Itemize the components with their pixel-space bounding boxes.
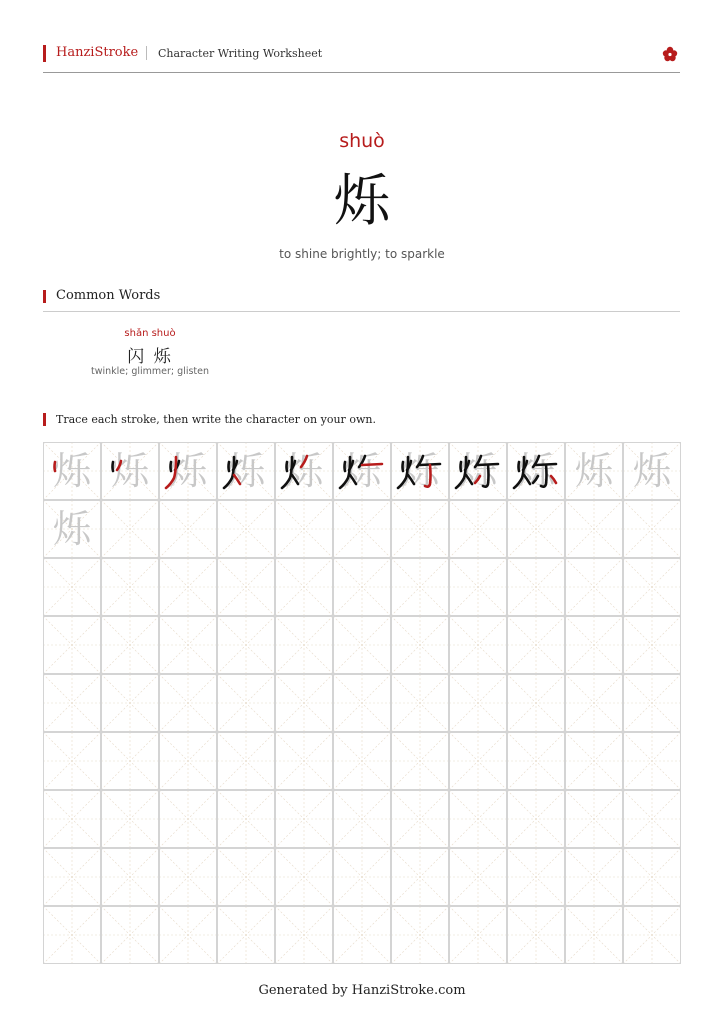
grid-guide-lines — [275, 732, 333, 790]
grid-cell[interactable] — [507, 674, 565, 732]
grid-guide-lines — [101, 616, 159, 674]
stroke-7 — [483, 465, 489, 487]
grid-cell[interactable] — [333, 732, 391, 790]
grid-cell[interactable] — [507, 558, 565, 616]
grid-guide-lines — [101, 674, 159, 732]
grid-cell[interactable] — [101, 558, 159, 616]
grid-cell[interactable] — [159, 558, 217, 616]
stroke-7 — [425, 465, 431, 487]
grid-cell[interactable] — [43, 790, 101, 848]
grid-guide-lines — [275, 558, 333, 616]
grid-cell[interactable] — [391, 848, 449, 906]
common-words-heading — [43, 288, 680, 306]
grid-guide-lines — [101, 500, 159, 558]
grid-cell[interactable] — [275, 732, 333, 790]
grid-cell[interactable] — [43, 442, 101, 500]
grid-cell[interactable] — [565, 500, 623, 558]
grid-cell[interactable] — [623, 732, 681, 790]
grid-guide-lines — [333, 558, 391, 616]
ghost-character: 烁 — [342, 449, 381, 493]
grid-cell[interactable] — [43, 674, 101, 732]
ghost-character: 烁 — [168, 449, 207, 493]
stroke-order-step — [333, 442, 391, 500]
grid-guide-lines — [507, 616, 565, 674]
stroke-8 — [533, 476, 538, 483]
grid-cell[interactable] — [391, 500, 449, 558]
grid-guide-lines — [391, 674, 449, 732]
grid-cell[interactable] — [159, 674, 217, 732]
grid-cell[interactable] — [275, 848, 333, 906]
grid-guide-lines — [507, 732, 565, 790]
grid-guide-lines — [101, 790, 159, 848]
grid-guide-lines — [449, 790, 507, 848]
grid-cell[interactable] — [565, 906, 623, 964]
stroke-4 — [466, 475, 472, 484]
grid-guide-lines — [159, 732, 217, 790]
grid-cell[interactable] — [507, 616, 565, 674]
grid-guide-lines — [507, 790, 565, 848]
grid-guide-lines — [101, 732, 159, 790]
stroke-1 — [345, 462, 346, 471]
footer-credit: Generated by HanziStroke.com — [258, 983, 466, 998]
stroke-order-step — [101, 442, 159, 500]
stroke-1 — [55, 462, 56, 471]
brand-name: HanziStroke — [56, 45, 139, 60]
grid-cell[interactable] — [217, 790, 275, 848]
grid-cell[interactable] — [159, 848, 217, 906]
character-meaning: to shine brightly; to sparkle — [279, 247, 445, 261]
grid-cell[interactable] — [623, 674, 681, 732]
grid-guide-lines — [449, 732, 507, 790]
character-hanzi: 烁 — [334, 169, 390, 234]
grid-cell[interactable] — [507, 442, 565, 500]
grid-guide-lines — [217, 500, 275, 558]
section-accent-bar — [43, 290, 46, 303]
grid-cell[interactable] — [275, 790, 333, 848]
stroke-4 — [408, 475, 414, 484]
grid-cell[interactable] — [101, 500, 159, 558]
grid-guide-lines — [43, 558, 101, 616]
grid-cell[interactable] — [333, 558, 391, 616]
grid-guide-lines — [507, 906, 565, 964]
stroke-order-step — [391, 442, 449, 500]
grid-guide-lines — [275, 848, 333, 906]
grid-guide-lines — [449, 616, 507, 674]
grid-guide-lines — [333, 616, 391, 674]
grid-cell[interactable] — [159, 732, 217, 790]
grid-cell[interactable] — [449, 674, 507, 732]
word-hanzi: 闪 烁 — [127, 347, 173, 367]
grid-cell[interactable] — [333, 674, 391, 732]
stroke-1 — [229, 462, 230, 471]
grid-guide-lines — [391, 500, 449, 558]
grid-guide-lines — [565, 790, 623, 848]
section-label: Common Words — [56, 288, 161, 303]
grid-guide-lines — [159, 848, 217, 906]
grid-cell[interactable] — [101, 906, 159, 964]
grid-cell[interactable] — [333, 500, 391, 558]
stroke-1 — [403, 462, 404, 471]
grid-cell[interactable] — [507, 790, 565, 848]
grid-cell[interactable] — [623, 848, 681, 906]
grid-cell[interactable] — [217, 906, 275, 964]
grid-guide-lines — [43, 906, 101, 964]
grid-cell[interactable] — [43, 616, 101, 674]
stroke-4 — [524, 475, 530, 484]
grid-cell[interactable] — [275, 906, 333, 964]
grid-guide-lines — [217, 558, 275, 616]
grid-guide-lines — [449, 500, 507, 558]
stroke-1 — [461, 462, 462, 471]
grid-cell[interactable] — [565, 558, 623, 616]
common-word-item — [90, 328, 210, 377]
stroke-order-step — [43, 442, 101, 500]
grid-cell[interactable] — [449, 616, 507, 674]
character-pinyin: shuò — [339, 130, 385, 152]
grid-guide-lines — [565, 616, 623, 674]
grid-cell[interactable] — [449, 558, 507, 616]
stroke-4 — [234, 475, 240, 484]
grid-cell[interactable] — [565, 732, 623, 790]
grid-guide-lines — [159, 500, 217, 558]
grid-guide-lines — [623, 500, 681, 558]
ghost-character: 烁 — [400, 449, 439, 493]
stroke-order-step — [217, 442, 275, 500]
grid-cell[interactable] — [217, 442, 275, 500]
grid-cell[interactable] — [101, 616, 159, 674]
ghost-character: 烁 — [632, 449, 671, 493]
stroke-1 — [171, 462, 172, 471]
grid-cell[interactable] — [217, 616, 275, 674]
grid-guide-lines — [275, 616, 333, 674]
grid-cell[interactable] — [333, 790, 391, 848]
stroke-1 — [287, 462, 288, 471]
grid-cell[interactable] — [333, 906, 391, 964]
grid-guide-lines — [391, 558, 449, 616]
grid-guide-lines — [507, 500, 565, 558]
grid-guide-lines — [217, 790, 275, 848]
grid-cell[interactable] — [449, 442, 507, 500]
grid-guide-lines — [565, 906, 623, 964]
grid-guide-lines — [565, 674, 623, 732]
grid-cell[interactable] — [449, 500, 507, 558]
stroke-2 — [117, 461, 121, 470]
word-pinyin: shǎn shuò — [124, 328, 176, 339]
grid-guide-lines — [217, 906, 275, 964]
grid-guide-lines — [623, 674, 681, 732]
grid-guide-lines — [43, 790, 101, 848]
grid-guide-lines — [43, 674, 101, 732]
grid-cell[interactable] — [217, 558, 275, 616]
grid-guide-lines — [623, 732, 681, 790]
grid-guide-lines — [43, 616, 101, 674]
grid-cell[interactable] — [159, 442, 217, 500]
grid-guide-lines — [101, 848, 159, 906]
grid-cell[interactable] — [449, 906, 507, 964]
section-divider — [43, 311, 680, 312]
grid-guide-lines — [623, 906, 681, 964]
grid-cell[interactable] — [333, 616, 391, 674]
stroke-order-step — [275, 442, 333, 500]
grid-cell[interactable] — [391, 732, 449, 790]
grid-cell[interactable] — [449, 790, 507, 848]
document-title: Character Writing Worksheet — [158, 47, 323, 60]
stroke-7 — [541, 465, 547, 487]
instruction-text: Trace each stroke, then write the character on your own. — [56, 413, 376, 426]
word-meaning: twinkle; glimmer; glisten — [91, 366, 209, 377]
grid-cell[interactable] — [333, 442, 391, 500]
grid-cell[interactable] — [217, 500, 275, 558]
stroke-order-step — [159, 442, 217, 500]
header-separator — [146, 46, 147, 60]
grid-cell[interactable] — [391, 674, 449, 732]
stroke-order-step — [507, 442, 565, 500]
grid-cell[interactable] — [391, 906, 449, 964]
grid-guide-lines — [43, 848, 101, 906]
grid-cell[interactable] — [507, 732, 565, 790]
grid-cell[interactable] — [43, 906, 101, 964]
grid-cell[interactable] — [217, 732, 275, 790]
grid-cell[interactable] — [101, 848, 159, 906]
header-divider — [43, 72, 680, 73]
stroke-9 — [551, 476, 556, 483]
grid-guide-lines — [449, 906, 507, 964]
grid-guide-lines — [391, 790, 449, 848]
grid-guide-lines — [623, 848, 681, 906]
grid-cell[interactable] — [101, 732, 159, 790]
grid-cell[interactable] — [217, 848, 275, 906]
grid-guide-lines — [449, 848, 507, 906]
grid-cell[interactable] — [275, 558, 333, 616]
grid-cell[interactable] — [565, 790, 623, 848]
grid-guide-lines — [565, 500, 623, 558]
grid-cell[interactable] — [43, 558, 101, 616]
header-accent-bar — [43, 45, 46, 62]
grid-guide-lines — [275, 674, 333, 732]
grid-guide-lines — [159, 674, 217, 732]
grid-cell[interactable] — [623, 616, 681, 674]
grid-cell[interactable] — [159, 500, 217, 558]
grid-cell[interactable] — [623, 790, 681, 848]
stroke-1 — [113, 462, 114, 471]
grid-guide-lines — [101, 558, 159, 616]
grid-guide-lines — [333, 500, 391, 558]
grid-cell[interactable] — [159, 790, 217, 848]
grid-cell[interactable] — [101, 790, 159, 848]
grid-cell[interactable] — [449, 732, 507, 790]
stroke-8 — [475, 476, 480, 483]
grid-guide-lines — [449, 558, 507, 616]
grid-guide-lines — [333, 906, 391, 964]
grid-cell[interactable] — [391, 442, 449, 500]
grid-cell[interactable] — [623, 500, 681, 558]
stroke-5 — [301, 456, 307, 467]
ghost-character: 烁 — [52, 507, 91, 551]
grid-guide-lines — [159, 616, 217, 674]
grid-guide-lines — [449, 674, 507, 732]
grid-guide-lines — [159, 906, 217, 964]
grid-guide-lines — [507, 674, 565, 732]
grid-guide-lines — [565, 732, 623, 790]
practice-grid — [43, 442, 680, 964]
grid-guide-lines — [217, 674, 275, 732]
ghost-character: 烁 — [516, 449, 555, 493]
grid-guide-lines — [159, 790, 217, 848]
grid-guide-lines — [159, 558, 217, 616]
grid-cell[interactable] — [565, 442, 623, 500]
grid-guide-lines — [275, 906, 333, 964]
grid-cell[interactable] — [101, 442, 159, 500]
ghost-character: 烁 — [110, 449, 149, 493]
grid-cell[interactable] — [391, 616, 449, 674]
grid-guide-lines — [391, 906, 449, 964]
grid-guide-lines — [565, 848, 623, 906]
grid-guide-lines — [275, 500, 333, 558]
grid-guide-lines — [217, 616, 275, 674]
grid-guide-lines — [333, 674, 391, 732]
grid-cell[interactable] — [565, 616, 623, 674]
grid-cell[interactable] — [391, 558, 449, 616]
grid-guide-lines — [217, 732, 275, 790]
grid-guide-lines — [333, 732, 391, 790]
grid-cell[interactable] — [623, 442, 681, 500]
grid-guide-lines — [623, 790, 681, 848]
plum-blossom-icon — [662, 46, 678, 62]
ghost-character: 烁 — [574, 449, 613, 493]
section-accent-bar — [43, 413, 46, 426]
ghost-character: 烁 — [226, 449, 265, 493]
grid-cell[interactable] — [275, 500, 333, 558]
practice-instruction — [43, 411, 680, 429]
grid-guide-lines — [333, 848, 391, 906]
grid-cell[interactable] — [623, 906, 681, 964]
ghost-character: 烁 — [52, 449, 91, 493]
grid-cell[interactable] — [275, 442, 333, 500]
stroke-order-step — [449, 442, 507, 500]
stroke-6 — [362, 464, 382, 465]
grid-cell[interactable] — [43, 848, 101, 906]
grid-guide-lines — [623, 558, 681, 616]
grid-guide-lines — [507, 558, 565, 616]
grid-cell[interactable] — [275, 616, 333, 674]
grid-guide-lines — [391, 848, 449, 906]
stroke-4 — [292, 475, 298, 484]
grid-cell[interactable] — [43, 500, 101, 558]
grid-cell[interactable] — [623, 558, 681, 616]
grid-guide-lines — [565, 558, 623, 616]
grid-guide-lines — [333, 790, 391, 848]
grid-cell[interactable] — [275, 674, 333, 732]
grid-guide-lines — [507, 848, 565, 906]
grid-cell[interactable] — [43, 732, 101, 790]
grid-cell[interactable] — [159, 616, 217, 674]
grid-cell[interactable] — [507, 500, 565, 558]
grid-cell[interactable] — [217, 674, 275, 732]
grid-cell[interactable] — [391, 790, 449, 848]
grid-cell[interactable] — [159, 906, 217, 964]
grid-guide-lines — [391, 616, 449, 674]
grid-cell[interactable] — [507, 848, 565, 906]
grid-guide-lines — [101, 906, 159, 964]
grid-cell[interactable] — [333, 848, 391, 906]
grid-guide-lines — [217, 848, 275, 906]
grid-guide-lines — [275, 790, 333, 848]
page-header — [43, 44, 680, 64]
stroke-1 — [519, 462, 520, 471]
grid-cell[interactable] — [507, 906, 565, 964]
grid-cell[interactable] — [565, 848, 623, 906]
grid-guide-lines — [623, 616, 681, 674]
stroke-4 — [350, 475, 356, 484]
grid-guide-lines — [43, 732, 101, 790]
ghost-character: 烁 — [458, 449, 497, 493]
grid-guide-lines — [391, 732, 449, 790]
grid-cell[interactable] — [101, 674, 159, 732]
ghost-character: 烁 — [284, 449, 323, 493]
grid-cell[interactable] — [449, 848, 507, 906]
grid-cell[interactable] — [565, 674, 623, 732]
